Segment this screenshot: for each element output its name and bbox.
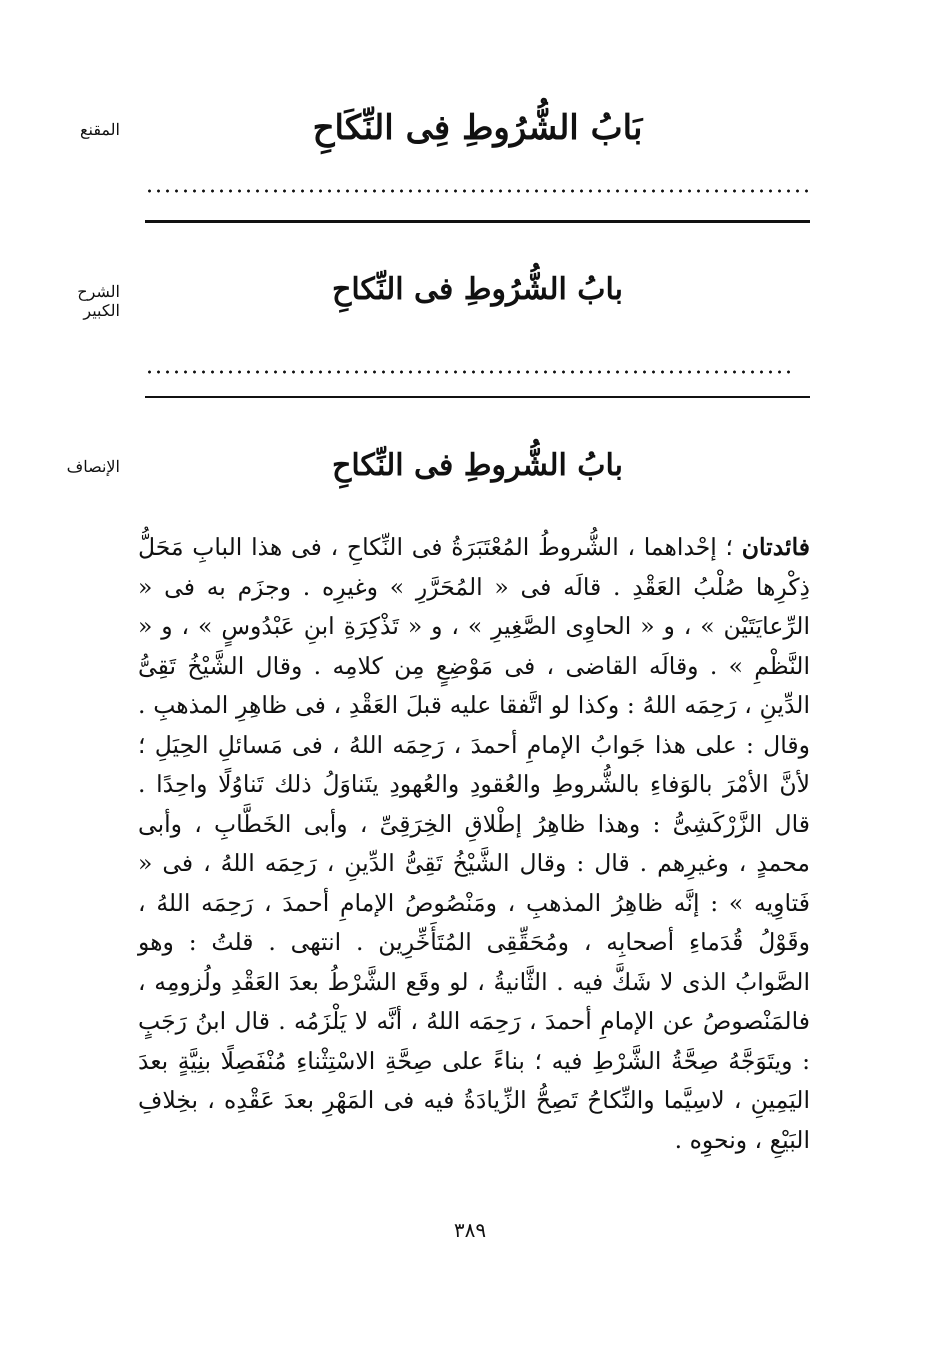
section-rule (145, 396, 810, 398)
section-source-label: المقنع (79, 120, 120, 139)
section-source-label: الإنصاف (66, 457, 120, 476)
page-number: ٣٨٩ (453, 1218, 487, 1242)
section-title: بابُ الشُّروطِ فى النِّكاحِ (331, 448, 624, 483)
dotted-divider (145, 187, 810, 195)
section-rule (145, 220, 810, 223)
body-text: ؛ إحْداهما ، الشُّروطُ المُعْتَبَرَةُ فى النِّكاحِ ، فى هذا البابِ مَحَلُّ ذِكْرِها صُلْبُ العَقْدِ . قالَه فى « المُحَرَّرِ » وغيرِه . وجزَم به فى « الرِّعايَتَيْن » ، و « الحاوِى الصَّغِيرِ » ، و « تَذْكِرَةِ ابنِ عَبْدُوسٍ » ، و « النَّظْمِ » . وقالَه القاضى ، فى مَوْضِعٍ مِن كلامِه . وقال الشَّيْخُ تَقِىُّ الدِّينِ ، رَحِمَه اللهُ : وكذا لو اتَّفقا عليه قبلَ العَقْدِ ، فى ظاهِرِ المذهبِ . وقال : على هذا جَوابُ الإمامِ أحمدَ ، رَحِمَه اللهُ ، فى مَسائلِ الحِيَلِ ؛ لأنَّ الأمْرَ بالوَفاءِ بالشُّروطِ والعُقودِ والعُهودِ يتَناوَلُ ذلك تَناوُلًا واحِدًا . قال الزَّرْكَشِىُّ : وهذا ظاهِرُ إطْلاقِ الخِرَقِىِّ ، وأبى الخَطَّابِ ، وأبى محمدٍ ، وغيرِهم . قال : وقال الشَّيْخُ تَقِىُّ الدِّينِ ، رَحِمَه اللهُ ، فى « فَتاوِيه » : إنَّه ظاهِرُ المذهبِ ، ومَنْصُوصُ الإمامِ أحمدَ ، رَحِمَه اللهُ ، وقَوْلُ قُدَماءِ أصحابِه ، ومُحَقِّقِى المُتَأَخِّرِين . انتهى . قلتُ : وهو الصَّوابُ الذى لا شَكَّ فيه . الثَّانيةُ ، لو وقَع الشَّرْطُ بعدَ العَقْدِ ولُزومِه ، فالمَنْصوصُ عن الإمامِ أحمدَ ، رَحِمَه اللهُ ، أنَّه لا يَلْزَمُه . قال ابنُ رَجَبٍ : ويتَوَجَّهُ صِحَّةُ الشَّرْطِ فيه ؛ بناءً على صِحَّةِ الاسْتِثْناءِ مُنْفَصِلًا بنِيَّةٍ بعدَ اليَمِينِ ، لاسِيَّما والنِّكاحُ تَصِحُّ الزِّيادَةُ فيه فى المَهْرِ بعدَ عَقْدِه ، بخِلافِ البَيْعِ ، ونحوِه . (138, 533, 810, 1154)
dotted-divider (145, 368, 795, 376)
section-title: بَابُ الشُّرُوطِ فِى النِّكَاحِ (312, 108, 643, 148)
section-title: بابُ الشُّرُوطِ فى النِّكاحِ (331, 272, 624, 307)
lead-word: فائدتان (741, 533, 810, 561)
body-paragraph (138, 528, 810, 1160)
section-source-label: الشرح الكبير (77, 282, 120, 320)
